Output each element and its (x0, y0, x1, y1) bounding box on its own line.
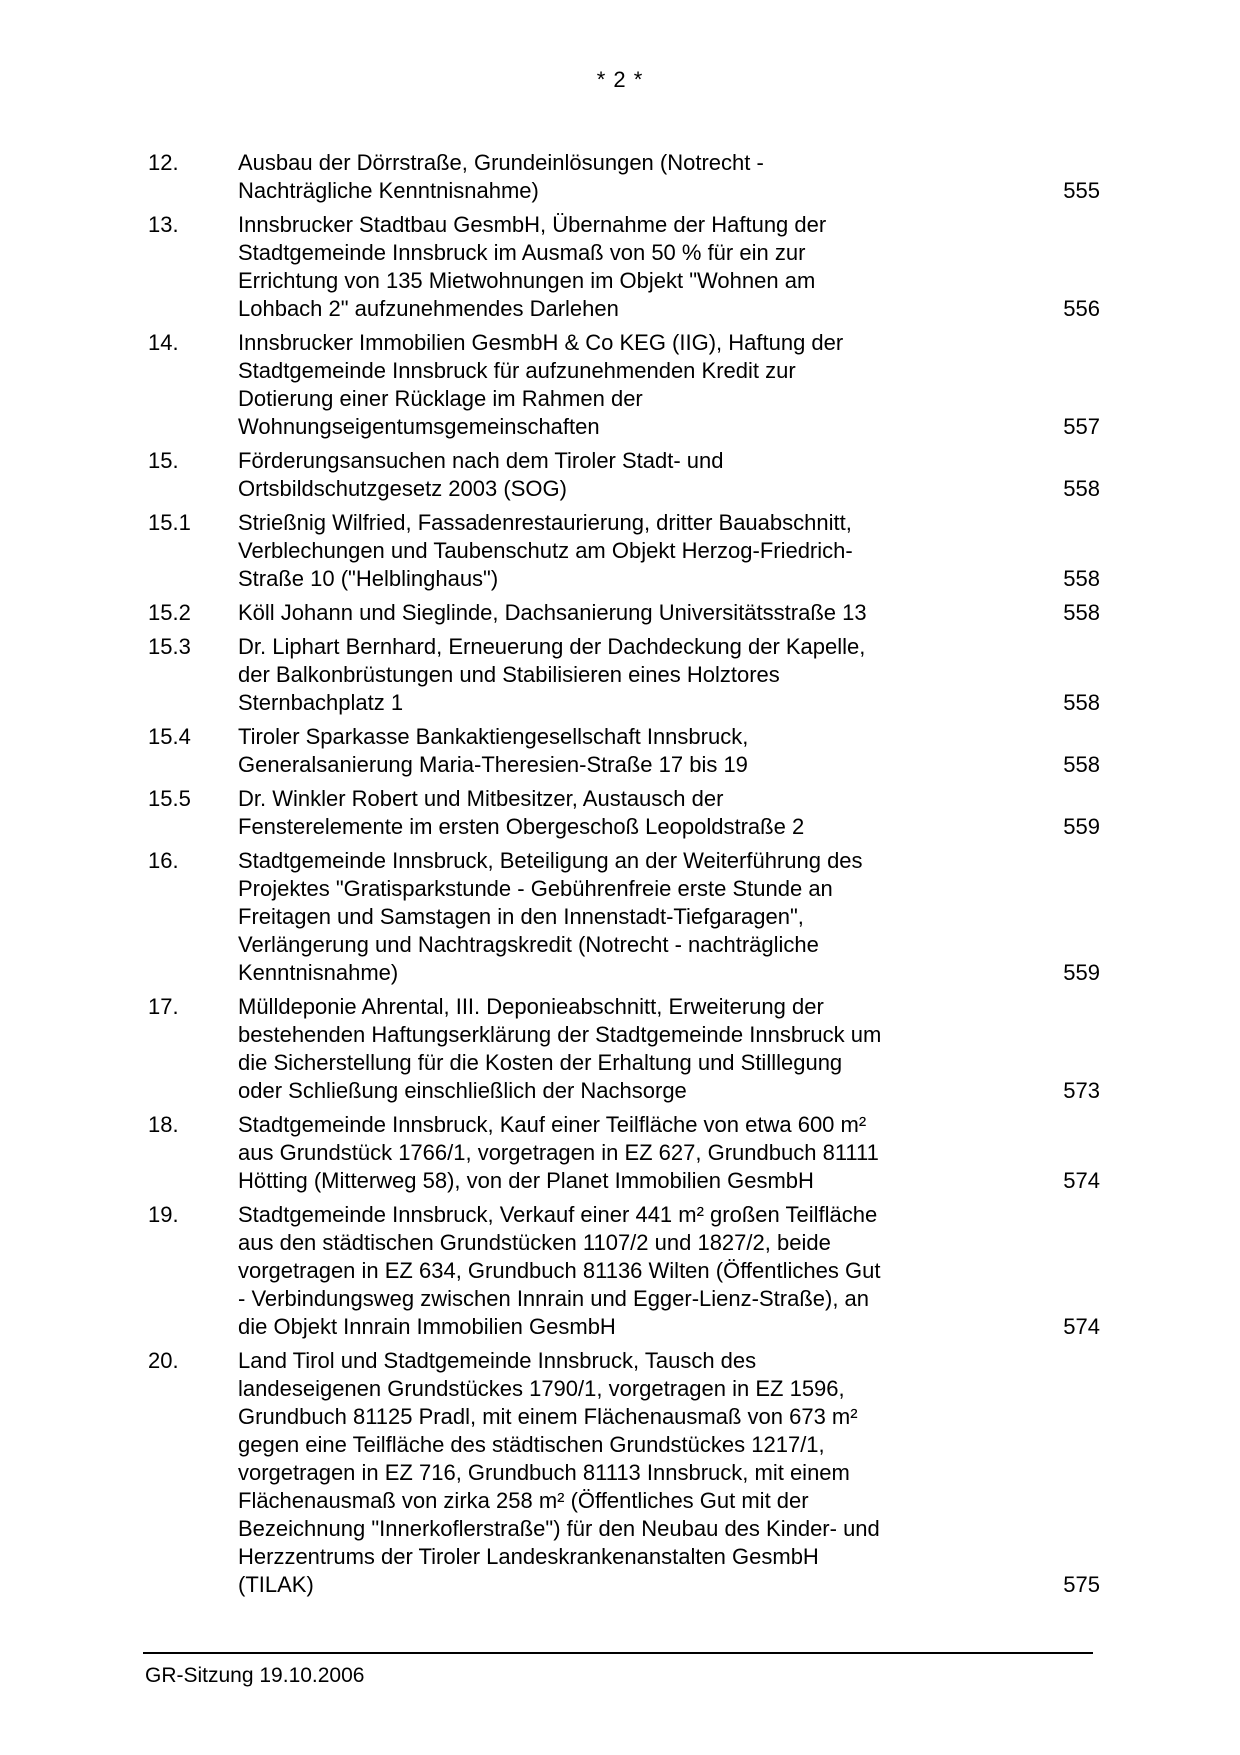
toc-item-number: 20. (148, 1348, 179, 1373)
toc-item-number: 15.3 (148, 634, 191, 659)
toc-item-text-line: landeseigenen Grundstückes 1790/1, vorgetragen in EZ 1596, (238, 1376, 845, 1401)
toc-item-text-line: Sternbachplatz 1 (238, 690, 404, 715)
toc-item-number: 15. (148, 448, 179, 473)
toc-item-number: 16. (148, 848, 179, 873)
toc-item-text-line: die Sicherstellung für die Kosten der Erhaltung und Stilllegung (238, 1050, 843, 1075)
toc-item-text (238, 785, 804, 841)
toc-item-number: 13. (148, 212, 179, 237)
toc-item-text (238, 149, 764, 205)
toc-item-15.4 (148, 723, 1100, 779)
toc-item-number: 15.5 (148, 786, 191, 811)
toc-item-number: 18. (148, 1112, 179, 1137)
toc-item-number: 15.1 (148, 510, 191, 535)
toc-item-text-line: Land Tirol und Stadtgemeinde Innsbruck, Tausch des (238, 1348, 757, 1373)
toc-item-text (238, 329, 843, 441)
toc-item-text-line: Ortsbildschutzgesetz 2003 (SOG) (238, 476, 567, 501)
toc-item-number: 17. (148, 994, 179, 1019)
toc-item-text-line: Bezeichnung "Innerkoflerstraße") für den Neubau des Kinder- und (238, 1516, 880, 1541)
toc-item-text-line: Stadtgemeinde Innsbruck, Verkauf einer 441 m² großen Teilfläche (238, 1202, 878, 1227)
toc-item-15.5 (148, 785, 1100, 841)
toc-item-text (238, 993, 881, 1105)
toc-item-text-line: Strießnig Wilfried, Fassadenrestaurierung, dritter Bauabschnitt, (238, 510, 852, 535)
toc-item-page-ref: 558 (1063, 566, 1100, 591)
toc-item-text-line: Stadtgemeinde Innsbruck für aufzunehmenden Kredit zur (238, 358, 796, 383)
toc-item-page-ref: 559 (1063, 960, 1100, 985)
toc-item-text (238, 599, 867, 627)
toc-item-text-line: vorgetragen in EZ 716, Grundbuch 81113 Innsbruck, mit einem (238, 1460, 850, 1485)
toc-item-text (238, 1347, 880, 1599)
toc-list (148, 149, 1100, 1605)
toc-item-text-line: Innsbrucker Stadtbau GesmbH, Übernahme der Haftung der (238, 212, 827, 237)
toc-item-text-line: Grundbuch 81125 Pradl, mit einem Flächenausmaß von 673 m² (238, 1404, 858, 1429)
toc-item-text (238, 633, 865, 717)
toc-item-page-ref: 558 (1063, 690, 1100, 715)
toc-item-text-line: Lohbach 2" aufzunehmendes Darlehen (238, 296, 619, 321)
toc-item-text-line: Förderungsansuchen nach dem Tiroler Stadt- und (238, 448, 724, 473)
toc-item-text (238, 847, 863, 987)
toc-item-19 (148, 1201, 1100, 1341)
toc-item-text-line: Generalsanierung Maria-Theresien-Straße 17 bis 19 (238, 752, 748, 777)
toc-item-text-line: aus den städtischen Grundstücken 1107/2 und 1827/2, beide (238, 1230, 831, 1255)
toc-item-text-line: Projektes "Gratisparkstunde - Gebührenfreie erste Stunde an (238, 876, 833, 901)
toc-item-15.2 (148, 599, 1100, 627)
toc-item-text-line: Dotierung einer Rücklage im Rahmen der (238, 386, 643, 411)
toc-item-text-line: - Verbindungsweg zwischen Innrain und Egger-Lienz-Straße), an (238, 1286, 870, 1311)
toc-item-page-ref: 573 (1063, 1078, 1100, 1103)
toc-item-text (238, 509, 853, 593)
toc-item-text-line: Köll Johann und Sieglinde, Dachsanierung Universitätsstraße 13 (238, 600, 867, 625)
toc-item-12 (148, 149, 1100, 205)
toc-item-text-line: Herzzentrums der Tiroler Landeskrankenanstalten GesmbH (238, 1544, 819, 1569)
toc-item-text-line: Straße 10 ("Helblinghaus") (238, 566, 499, 591)
toc-item-text (238, 1201, 880, 1341)
toc-item-13 (148, 211, 1100, 323)
toc-item-number: 12. (148, 150, 179, 175)
toc-item-number: 19. (148, 1202, 179, 1227)
toc-item-15 (148, 447, 1100, 503)
toc-item-page-ref: 555 (1063, 178, 1100, 203)
toc-item-page-ref: 557 (1063, 414, 1100, 439)
page-number-header: * 2 * (596, 67, 644, 92)
toc-item-page-ref: 558 (1063, 752, 1100, 777)
toc-item-text (238, 447, 724, 503)
toc-item-text-line: oder Schließung einschließlich der Nachsorge (238, 1078, 687, 1103)
toc-item-page-ref: 574 (1063, 1314, 1100, 1339)
toc-item-15.1 (148, 509, 1100, 593)
toc-item-14 (148, 329, 1100, 441)
toc-item-page-ref: 575 (1063, 1572, 1100, 1597)
toc-item-page-ref: 574 (1063, 1168, 1100, 1193)
toc-item-text-line: der Balkonbrüstungen und Stabilisieren eines Holztores (238, 662, 780, 687)
toc-item-number: 15.4 (148, 724, 191, 749)
toc-item-20 (148, 1347, 1100, 1599)
toc-item-text-line: Stadtgemeinde Innsbruck, Kauf einer Teilfläche von etwa 600 m² (238, 1112, 867, 1137)
toc-item-18 (148, 1111, 1100, 1195)
toc-item-text-line: Freitagen und Samstagen in den Innenstadt-Tiefgaragen", (238, 904, 804, 929)
toc-item-15.3 (148, 633, 1100, 717)
toc-item-text-line: die Objekt Innrain Immobilien GesmbH (238, 1314, 616, 1339)
toc-item-text (238, 211, 826, 323)
toc-item-text-line: aus Grundstück 1766/1, vorgetragen in EZ 627, Grundbuch 81111 (238, 1140, 879, 1165)
toc-item-text-line: Dr. Liphart Bernhard, Erneuerung der Dachdeckung der Kapelle, (238, 634, 866, 659)
toc-item-number: 14. (148, 330, 179, 355)
toc-item-16 (148, 847, 1100, 987)
toc-item-text-line: Wohnungseigentumsgemeinschaften (238, 414, 600, 439)
toc-item-text-line: vorgetragen in EZ 634, Grundbuch 81136 Wilten (Öffentliches Gut (238, 1258, 881, 1283)
toc-item-text-line: Hötting (Mitterweg 58), von der Planet Immobilien GesmbH (238, 1168, 814, 1193)
toc-item-text-line: Fensterelemente im ersten Obergeschoß Leopoldstraße 2 (238, 814, 805, 839)
toc-item-text-line: Dr. Winkler Robert und Mitbesitzer, Austausch der (238, 786, 724, 811)
toc-item-page-ref: 558 (1063, 600, 1100, 625)
toc-item-text-line: Tiroler Sparkasse Bankaktiengesellschaft Innsbruck, (238, 724, 749, 749)
toc-item-text-line: bestehenden Haftungserklärung der Stadtgemeinde Innsbruck um (238, 1022, 882, 1047)
toc-item-text-line: Verblechungen und Taubenschutz am Objekt Herzog-Friedrich- (238, 538, 853, 563)
toc-item-text-line: gegen eine Teilfläche des städtischen Grundstückes 1217/1, (238, 1432, 825, 1457)
toc-item-17 (148, 993, 1100, 1105)
toc-item-text-line: Kenntnisnahme) (238, 960, 399, 985)
footer-session-label: GR-Sitzung 19.10.2006 (145, 1664, 365, 1687)
toc-item-text-line: Verlängerung und Nachtragskredit (Notrecht - nachträgliche (238, 932, 819, 957)
toc-item-text-line: (TILAK) (238, 1572, 314, 1597)
toc-item-text-line: Stadtgemeinde Innsbruck im Ausmaß von 50 % für ein zur (238, 240, 806, 265)
toc-item-text-line: Mülldeponie Ahrental, III. Deponieabschnitt, Erweiterung der (238, 994, 824, 1019)
toc-item-page-ref: 556 (1063, 296, 1100, 321)
toc-item-text-line: Ausbau der Dörrstraße, Grundeinlösungen (Notrecht - (238, 150, 764, 175)
toc-item-text-line: Stadtgemeinde Innsbruck, Beteiligung an der Weiterführung des (238, 848, 863, 873)
toc-item-text-line: Flächenausmaß von zirka 258 m² (Öffentliches Gut mit der (238, 1488, 809, 1513)
toc-item-number: 15.2 (148, 600, 191, 625)
toc-item-text (238, 1111, 879, 1195)
toc-item-page-ref: 559 (1063, 814, 1100, 839)
toc-item-page-ref: 558 (1063, 476, 1100, 501)
toc-item-text (238, 723, 748, 779)
toc-item-text-line: Errichtung von 135 Mietwohnungen im Objekt "Wohnen am (238, 268, 816, 293)
toc-item-text-line: Nachträgliche Kenntnisnahme) (238, 178, 539, 203)
toc-item-text-line: Innsbrucker Immobilien GesmbH & Co KEG (IIG), Haftung der (238, 330, 844, 355)
footer-divider (143, 1652, 1093, 1654)
